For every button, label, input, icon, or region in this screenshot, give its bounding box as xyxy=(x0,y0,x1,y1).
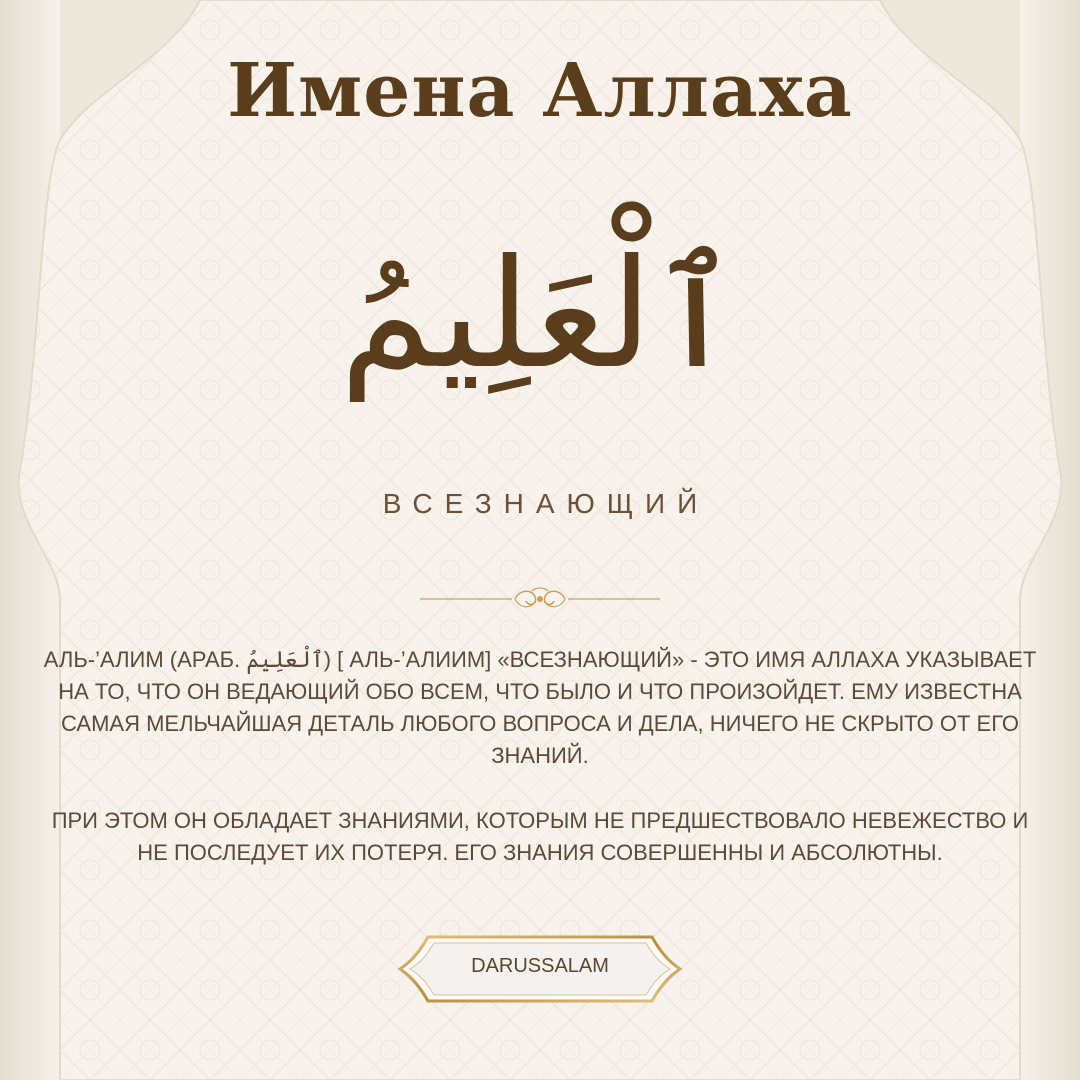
page-title: Имена Аллаха xyxy=(227,48,853,134)
description-paragraph: ПРИ ЭТОМ ОН ОБЛАДАЕТ ЗНАНИЯМИ, КОТОРЫМ НЕ ПРЕДШЕСТВОВАЛО НЕВЕЖЕСТВО И НЕ ПОСЛЕДУЕТ ИХ ПОТЕРЯ. ЕГО ЗНАНИЯ СОВЕРШЕННЫ И АБСОЛЮТНЫ. xyxy=(51,808,1029,865)
brand-label: DARUSSALAM xyxy=(471,955,609,977)
description-paragraph: АЛЬ-’АЛИМ (АРАБ. ٱلْعَلِيمُ) [ АЛЬ-’АЛИИМ] «ВСЕЗНАЮЩИЙ» - ЭТО ИМЯ АЛЛАХА УКАЗЫВАЕТ НА ТО, ЧТО ОН ВЕДАЮЩИЙ ОБО ВСЕМ, ЧТО БЫЛО И ЧТО ПРОИЗОЙДЕТ. ЕМУ ИЗВЕСТНА САМАЯ МЕЛЬЧАЙШАЯ ДЕТАЛЬ ЛЮБОГО ВОПРОСА И ДЕЛА, НИЧЕГО НЕ СКРЫТО ОТ ЕГО ЗНАНИЙ. xyxy=(43,647,1037,768)
name-translation: ВСЕЗНАЮЩИЙ xyxy=(382,488,710,519)
floral-divider-icon xyxy=(420,583,660,615)
description xyxy=(40,644,1040,902)
arabic-name: ٱلْعَلِيمُ xyxy=(339,228,741,402)
